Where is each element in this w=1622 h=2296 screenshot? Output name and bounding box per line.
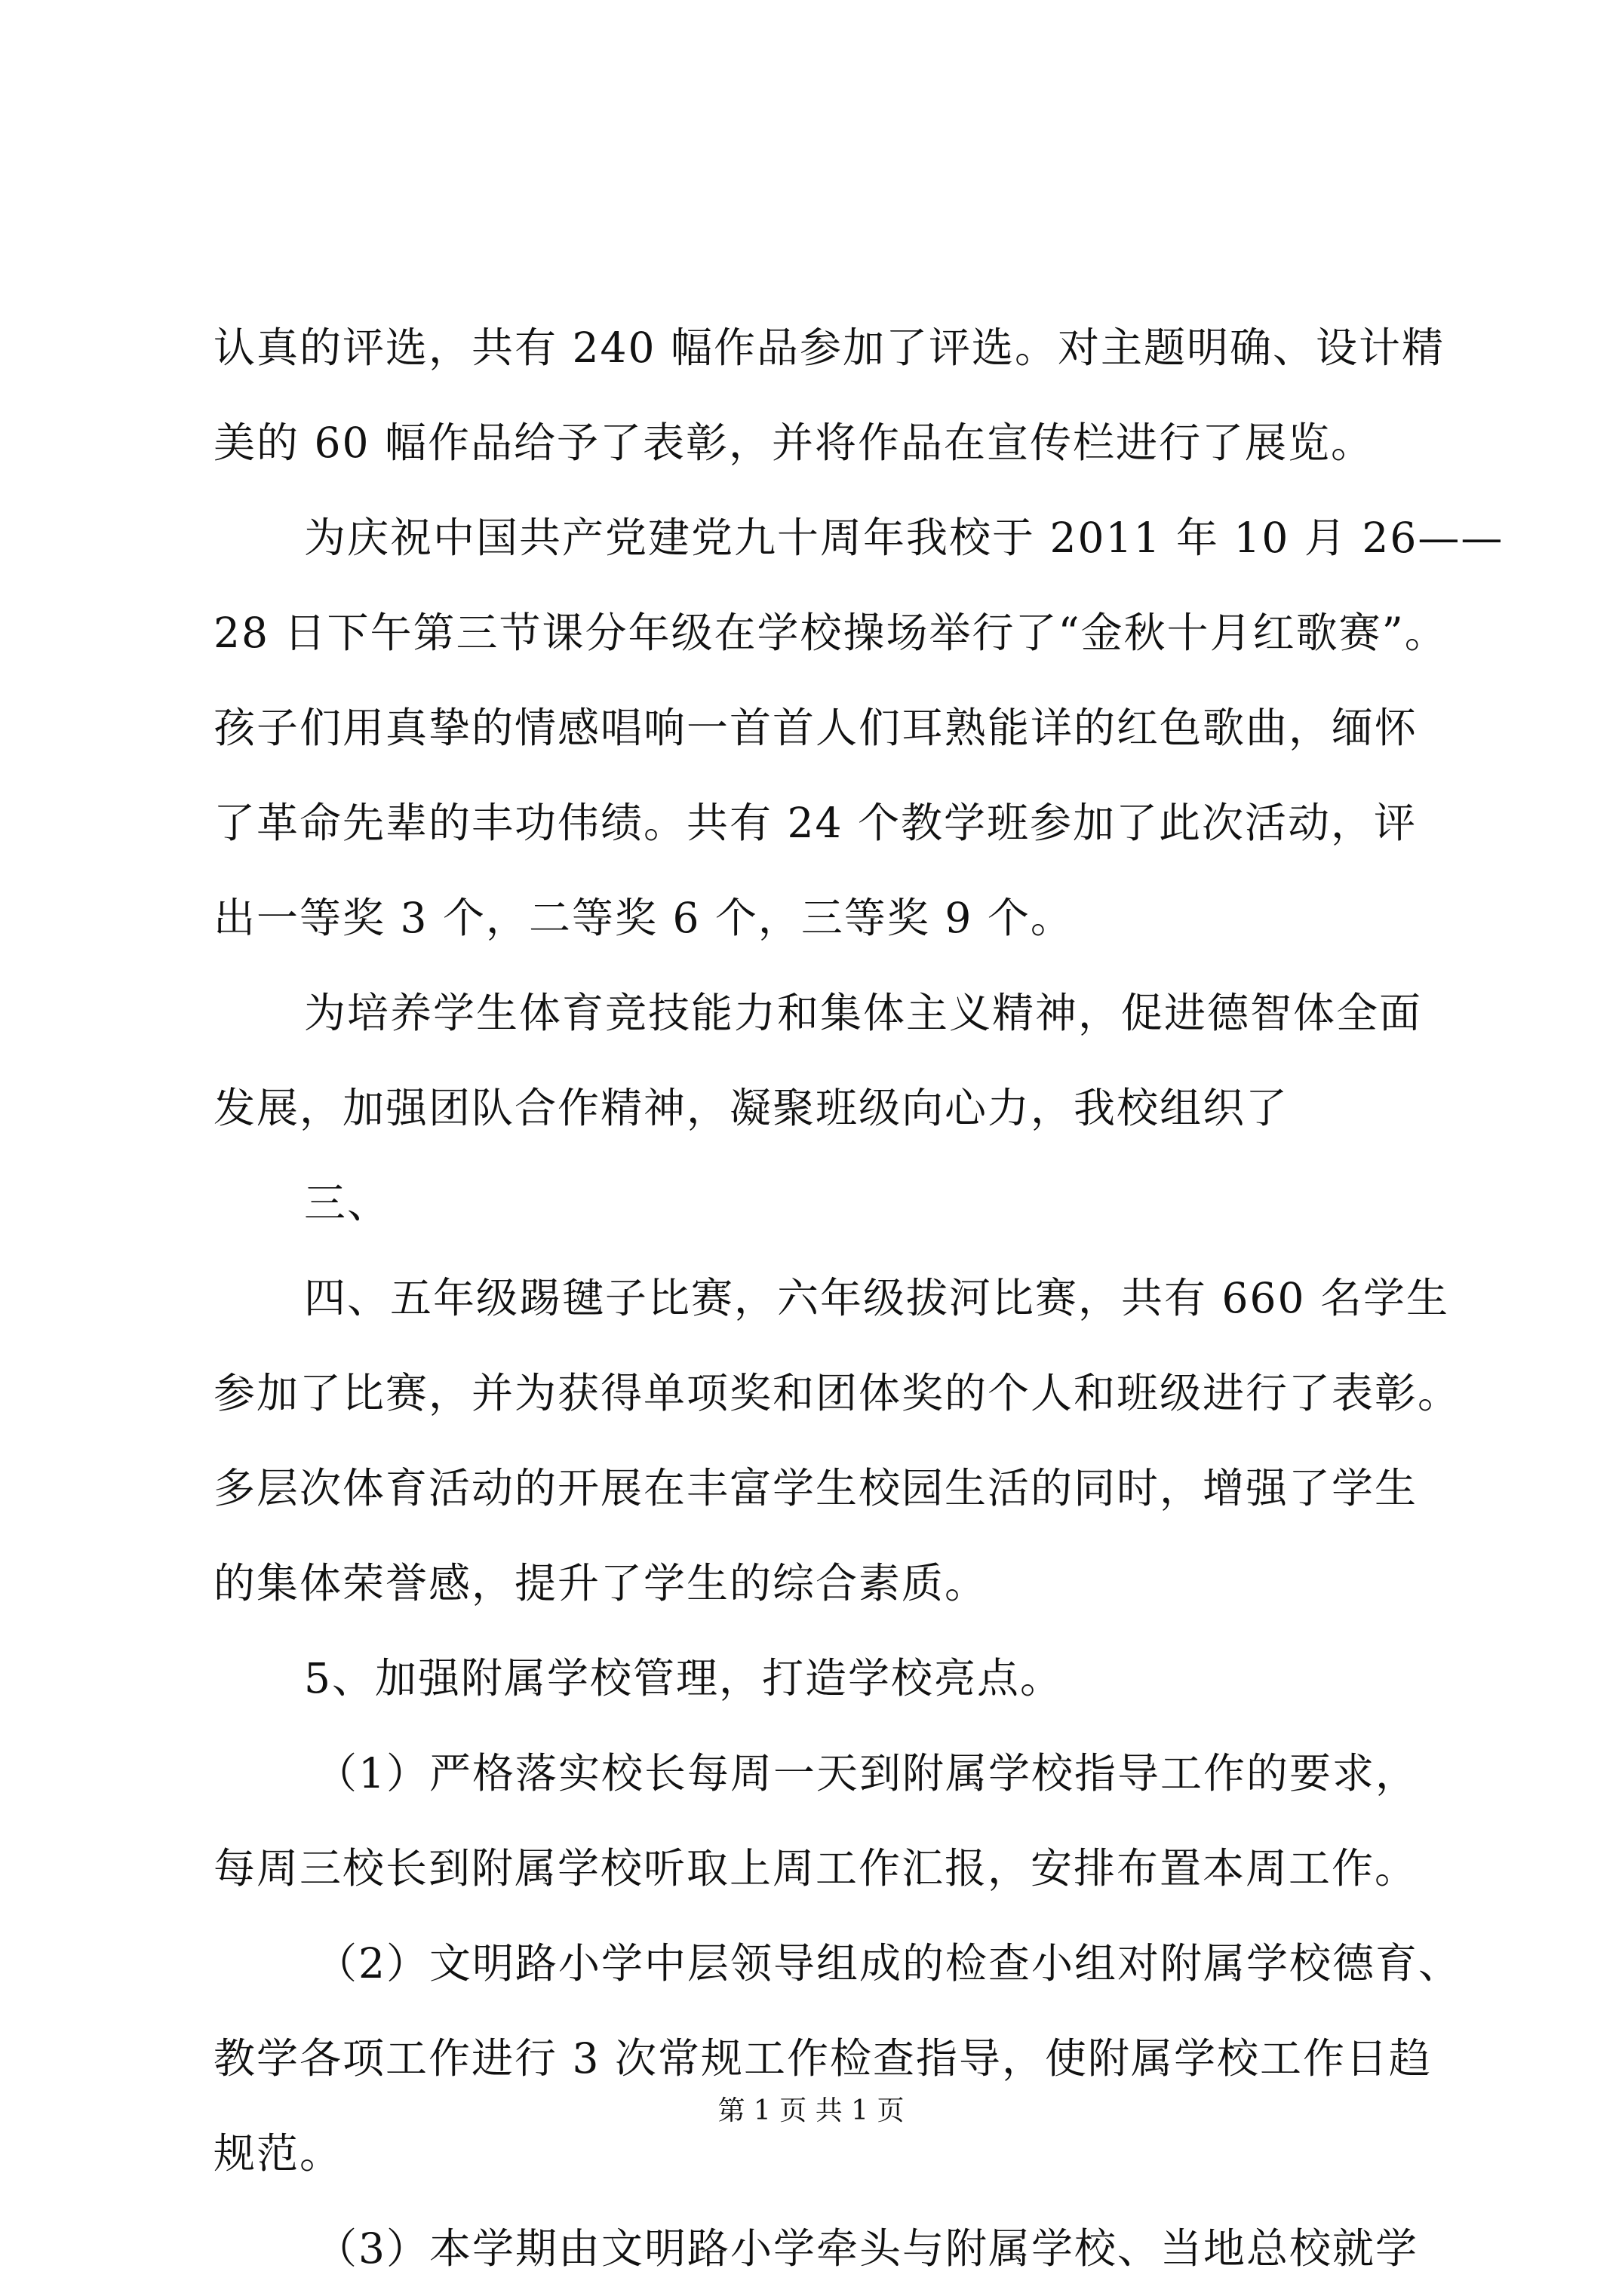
text-line: （3）本学期由文明路小学牵头与附属学校、当地总校就学 xyxy=(315,2224,1418,2273)
text-line: 每周三校长到附属学校听取上周工作汇报，安排布置本周工作。 xyxy=(214,1844,1418,1892)
text-line: 参加了比赛，并为获得单项奖和团体奖的个人和班级进行了表彰。 xyxy=(214,1369,1461,1417)
text-line: 三、 xyxy=(304,1179,391,1227)
text-line: 认真的评选，共有 240 幅作品参加了评选。对主题明确、设计精 xyxy=(214,324,1445,372)
document-body xyxy=(214,300,1504,2296)
text-line: 四、五年级踢毽子比赛，六年级拔河比赛，共有 660 名学生 xyxy=(304,1274,1449,1322)
text-line: 为庆祝中国共产党建党九十周年我校于 2011 年 10 月 26—— xyxy=(304,514,1504,562)
text-line: 发展，加强团队合作精神，凝聚班级向心力，我校组织了 xyxy=(214,1084,1289,1132)
text-line: 了革命先辈的丰功伟绩。共有 24 个教学班参加了此次活动，评 xyxy=(214,799,1417,847)
text-line: 为培养学生体育竞技能力和集体主义精神，促进德智体全面 xyxy=(304,989,1423,1037)
text-line: （1）严格落实校长每周一天到附属学校指导工作的要求， xyxy=(315,1749,1418,1797)
text-line: 教学各项工作进行 3 次常规工作检查指导，使附属学校工作日趋 xyxy=(214,2034,1432,2083)
page-number-label: 第 1 页 共 1 页 xyxy=(717,2095,905,2126)
page-footer xyxy=(0,2089,1622,2128)
text-line: 出一等奖 3 个，二等奖 6 个，三等奖 9 个。 xyxy=(214,894,1074,942)
text-line: 规范。 xyxy=(214,2129,343,2178)
text-line: 孩子们用真挚的情感唱响一首首人们耳熟能详的红色歌曲，缅怀 xyxy=(214,704,1418,752)
text-line: （2）文明路小学中层领导组成的检查小组对附属学校德育、 xyxy=(315,1939,1461,1988)
section-heading: 5、加强附属学校管理，打造学校亮点。 xyxy=(304,1654,1063,1702)
text-line: 28 日下午第三节课分年级在学校操场举行了“金秋十月红歌赛”。 xyxy=(214,609,1448,657)
text-line: 的集体荣誉感，提升了学生的综合素质。 xyxy=(214,1559,988,1607)
text-line: 多层次体育活动的开展在丰富学生校园生活的同时，增强了学生 xyxy=(214,1464,1418,1512)
text-line: 美的 60 幅作品给予了表彰，并将作品在宣传栏进行了展览。 xyxy=(214,419,1374,467)
